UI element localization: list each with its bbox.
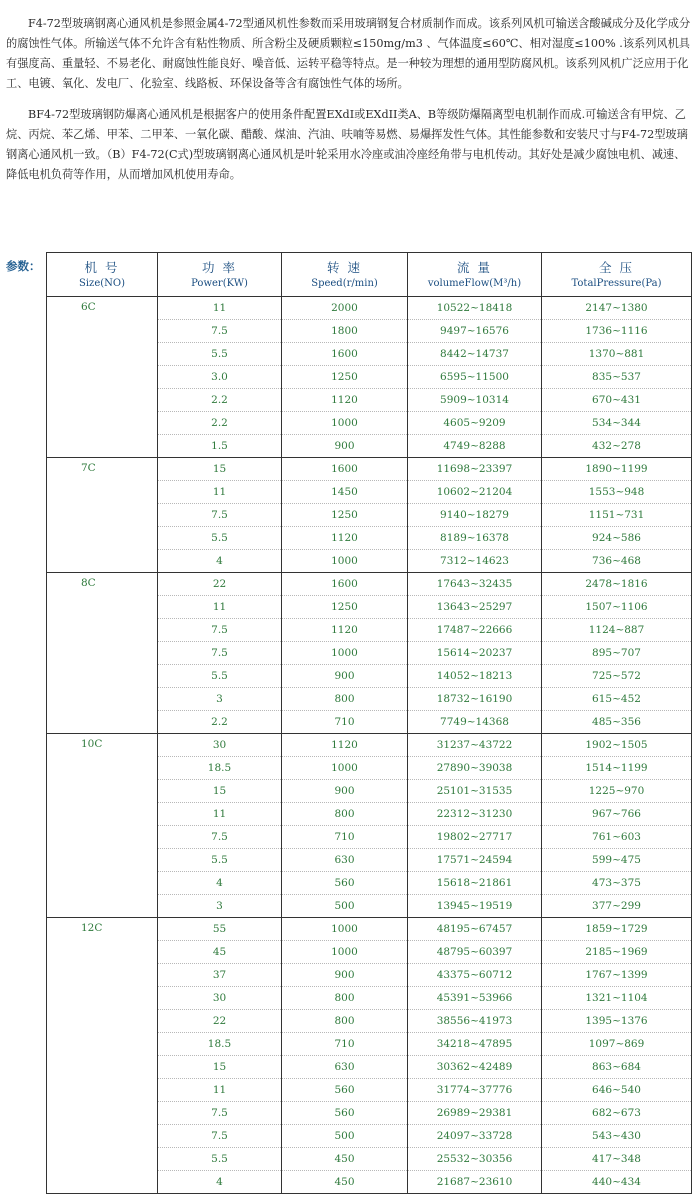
speed-cell: 800 <box>282 688 408 711</box>
power-cell: 4 <box>158 550 282 573</box>
pressure-cell: 1859~1729 <box>542 918 692 941</box>
pressure-cell: 1736~1116 <box>542 320 692 343</box>
speed-cell: 1120 <box>282 619 408 642</box>
pressure-cell: 725~572 <box>542 665 692 688</box>
power-cell: 7.5 <box>158 826 282 849</box>
flow-cell: 48795~60397 <box>408 941 542 964</box>
power-cell: 11 <box>158 803 282 826</box>
flow-cell: 24097~33728 <box>408 1125 542 1148</box>
size-cell: 8C <box>47 573 158 734</box>
header-size-en: Size(NO) <box>79 277 125 289</box>
size-cell: 7C <box>47 458 158 573</box>
flow-cell: 7312~14623 <box>408 550 542 573</box>
pressure-cell: 1507~1106 <box>542 596 692 619</box>
power-cell: 11 <box>158 481 282 504</box>
pressure-cell: 863~684 <box>542 1056 692 1079</box>
power-cell: 5.5 <box>158 527 282 550</box>
table-row <box>47 918 692 941</box>
speed-cell: 1120 <box>282 389 408 412</box>
pressure-cell: 2147~1380 <box>542 297 692 320</box>
header-flow <box>408 253 542 297</box>
flow-cell: 15614~20237 <box>408 642 542 665</box>
speed-cell: 900 <box>282 780 408 803</box>
speed-cell: 900 <box>282 665 408 688</box>
flow-cell: 13945~19519 <box>408 895 542 918</box>
table-row <box>47 458 692 481</box>
flow-cell: 27890~39038 <box>408 757 542 780</box>
pressure-cell: 615~452 <box>542 688 692 711</box>
pressure-cell: 670~431 <box>542 389 692 412</box>
speed-cell: 1120 <box>282 527 408 550</box>
power-cell: 7.5 <box>158 1125 282 1148</box>
speed-cell: 500 <box>282 1125 408 1148</box>
pressure-cell: 1767~1399 <box>542 964 692 987</box>
pressure-cell: 534~344 <box>542 412 692 435</box>
flow-cell: 25532~30356 <box>408 1148 542 1171</box>
size-cell: 10C <box>47 734 158 918</box>
power-cell: 5.5 <box>158 343 282 366</box>
speed-cell: 500 <box>282 895 408 918</box>
power-cell: 55 <box>158 918 282 941</box>
params-label: 参数： <box>6 259 41 273</box>
pressure-cell: 485~356 <box>542 711 692 734</box>
header-pressure-cn: 全 压 <box>599 259 634 275</box>
speed-cell: 1250 <box>282 366 408 389</box>
header-size <box>47 253 158 297</box>
pressure-cell: 924~586 <box>542 527 692 550</box>
flow-cell: 9497~16576 <box>408 320 542 343</box>
speed-cell: 1000 <box>282 918 408 941</box>
pressure-cell: 736~468 <box>542 550 692 573</box>
flow-cell: 22312~31230 <box>408 803 542 826</box>
power-cell: 3.0 <box>158 366 282 389</box>
pressure-cell: 1124~887 <box>542 619 692 642</box>
flow-cell: 38556~41973 <box>408 1010 542 1033</box>
flow-cell: 8442~14737 <box>408 343 542 366</box>
speed-cell: 630 <box>282 849 408 872</box>
power-cell: 4 <box>158 1171 282 1194</box>
flow-cell: 17487~22666 <box>408 619 542 642</box>
flow-cell: 14052~18213 <box>408 665 542 688</box>
header-flow-cn: 流 量 <box>457 259 492 275</box>
flow-cell: 43375~60712 <box>408 964 542 987</box>
pressure-cell: 432~278 <box>542 435 692 458</box>
table-row <box>47 297 692 320</box>
flow-cell: 48195~67457 <box>408 918 542 941</box>
pressure-cell: 895~707 <box>542 642 692 665</box>
flow-cell: 17571~24594 <box>408 849 542 872</box>
pressure-cell: 599~475 <box>542 849 692 872</box>
flow-cell: 26989~29381 <box>408 1102 542 1125</box>
header-flow-en: volumeFlow(M³/h) <box>427 277 522 289</box>
intro-paragraph-1: F4-72型玻璃钢离心通风机是参照金属4-72型通风机性参数而采用玻璃钢复合材质制作而成。该系列风机可输送含酸碱成分及化学成分的腐蚀性气体。所输送气体不允许含有粘性物质、所含粉尘及硬质颗粒≤150mg/m3 、气体温度≤60℃、相对湿度≤100% .该系列风机具有强度高、重量轻、不易老化、耐腐蚀性能良好、噪音低、运转平稳等特点。是一种较为理想的通用型防腐风机。该系列风机广泛应用于化工、电镀、氧化、发电厂、化验室、线路板、环保设备等含有腐蚀性气体的场所。 <box>6 17 691 90</box>
pressure-cell: 1321~1104 <box>542 987 692 1010</box>
pressure-cell: 682~673 <box>542 1102 692 1125</box>
pressure-cell: 543~430 <box>542 1125 692 1148</box>
table-body <box>47 297 692 1194</box>
intro-text <box>6 14 696 196</box>
pressure-cell: 440~434 <box>542 1171 692 1194</box>
speed-cell: 710 <box>282 1033 408 1056</box>
flow-cell: 4605~9209 <box>408 412 542 435</box>
intro-paragraph-2: BF4-72型玻璃钢防爆离心通风机是根据客户的使用条件配置EXdI或EXdII类A、B等级防爆隔离型电机制作而成.可输送含有甲烷、乙烷、丙烷、苯乙烯、甲苯、二甲苯、一氧化碳、醋酸、煤油、汽油、呋喃等易燃、易爆挥发性气体。其性能参数和安装尺寸与F4-72型玻璃钢离心通风机一致。（B）F4-72(C式)型玻璃钢离心通风机是叶轮采用水冷座或油冷座经角带与电机传动。其好处是减少腐蚀电机、减速、降低电机负荷等作用，从而增加风机使用寿命。 <box>6 108 688 181</box>
header-size-cn: 机 号 <box>84 259 120 275</box>
size-cell: 12C <box>47 918 158 1194</box>
speed-cell: 450 <box>282 1148 408 1171</box>
flow-cell: 9140~18279 <box>408 504 542 527</box>
power-cell: 15 <box>158 780 282 803</box>
flow-cell: 17643~32435 <box>408 573 542 596</box>
pressure-cell: 761~603 <box>542 826 692 849</box>
pressure-cell: 1151~731 <box>542 504 692 527</box>
speed-cell: 1000 <box>282 412 408 435</box>
power-cell: 2.2 <box>158 711 282 734</box>
speed-cell: 1600 <box>282 343 408 366</box>
power-cell: 37 <box>158 964 282 987</box>
power-cell: 18.5 <box>158 757 282 780</box>
pressure-cell: 1225~970 <box>542 780 692 803</box>
flow-cell: 21687~23610 <box>408 1171 542 1194</box>
speed-cell: 1450 <box>282 481 408 504</box>
speed-cell: 710 <box>282 826 408 849</box>
header-power-cn: 功 率 <box>202 259 237 275</box>
speed-cell: 1000 <box>282 642 408 665</box>
speed-cell: 1000 <box>282 550 408 573</box>
flow-cell: 4749~8288 <box>408 435 542 458</box>
pressure-cell: 1553~948 <box>542 481 692 504</box>
header-power <box>158 253 282 297</box>
flow-cell: 11698~23397 <box>408 458 542 481</box>
power-cell: 7.5 <box>158 642 282 665</box>
power-cell: 3 <box>158 688 282 711</box>
pressure-cell: 377~299 <box>542 895 692 918</box>
flow-cell: 15618~21861 <box>408 872 542 895</box>
flow-cell: 8189~16378 <box>408 527 542 550</box>
header-speed-en: Speed(r/min) <box>311 277 378 289</box>
speed-cell: 1120 <box>282 734 408 757</box>
flow-cell: 30362~42489 <box>408 1056 542 1079</box>
power-cell: 11 <box>158 1079 282 1102</box>
header-power-en: Power(KW) <box>191 277 248 289</box>
power-cell: 22 <box>158 573 282 596</box>
power-cell: 22 <box>158 1010 282 1033</box>
speed-cell: 560 <box>282 1102 408 1125</box>
flow-cell: 25101~31535 <box>408 780 542 803</box>
power-cell: 15 <box>158 1056 282 1079</box>
speed-cell: 1800 <box>282 320 408 343</box>
header-speed-cn: 转 速 <box>327 259 362 275</box>
power-cell: 7.5 <box>158 504 282 527</box>
size-cell: 6C <box>47 297 158 458</box>
speed-cell: 450 <box>282 1171 408 1194</box>
power-cell: 45 <box>158 941 282 964</box>
speed-cell: 800 <box>282 803 408 826</box>
speed-cell: 710 <box>282 711 408 734</box>
header-speed <box>282 253 408 297</box>
flow-cell: 10602~21204 <box>408 481 542 504</box>
power-cell: 7.5 <box>158 320 282 343</box>
flow-cell: 45391~53966 <box>408 987 542 1010</box>
speed-cell: 2000 <box>282 297 408 320</box>
flow-cell: 5909~10314 <box>408 389 542 412</box>
power-cell: 2.2 <box>158 412 282 435</box>
power-cell: 4 <box>158 872 282 895</box>
pressure-cell: 1370~881 <box>542 343 692 366</box>
fan-spec-table <box>46 252 692 1194</box>
pressure-cell: 646~540 <box>542 1079 692 1102</box>
power-cell: 18.5 <box>158 1033 282 1056</box>
flow-cell: 19802~27717 <box>408 826 542 849</box>
flow-cell: 34218~47895 <box>408 1033 542 1056</box>
power-cell: 5.5 <box>158 665 282 688</box>
header-pressure-en: TotalPressure(Pa) <box>571 277 662 289</box>
flow-cell: 31237~43722 <box>408 734 542 757</box>
flow-cell: 6595~11500 <box>408 366 542 389</box>
pressure-cell: 1395~1376 <box>542 1010 692 1033</box>
pressure-cell: 1097~869 <box>542 1033 692 1056</box>
speed-cell: 800 <box>282 1010 408 1033</box>
flow-cell: 31774~37776 <box>408 1079 542 1102</box>
header-pressure <box>542 253 692 297</box>
power-cell: 15 <box>158 458 282 481</box>
power-cell: 3 <box>158 895 282 918</box>
speed-cell: 560 <box>282 1079 408 1102</box>
table-row <box>47 573 692 596</box>
speed-cell: 560 <box>282 872 408 895</box>
speed-cell: 1000 <box>282 757 408 780</box>
power-cell: 11 <box>158 596 282 619</box>
speed-cell: 1000 <box>282 941 408 964</box>
speed-cell: 900 <box>282 435 408 458</box>
speed-cell: 1250 <box>282 596 408 619</box>
power-cell: 7.5 <box>158 1102 282 1125</box>
table-header-row <box>47 253 692 297</box>
power-cell: 5.5 <box>158 849 282 872</box>
speed-cell: 800 <box>282 987 408 1010</box>
table-row <box>47 734 692 757</box>
power-cell: 30 <box>158 734 282 757</box>
flow-cell: 18732~16190 <box>408 688 542 711</box>
power-cell: 7.5 <box>158 619 282 642</box>
pressure-cell: 1902~1505 <box>542 734 692 757</box>
pressure-cell: 2185~1969 <box>542 941 692 964</box>
flow-cell: 7749~14368 <box>408 711 542 734</box>
pressure-cell: 417~348 <box>542 1148 692 1171</box>
speed-cell: 630 <box>282 1056 408 1079</box>
power-cell: 1.5 <box>158 435 282 458</box>
power-cell: 2.2 <box>158 389 282 412</box>
speed-cell: 900 <box>282 964 408 987</box>
power-cell: 30 <box>158 987 282 1010</box>
pressure-cell: 835~537 <box>542 366 692 389</box>
speed-cell: 1600 <box>282 458 408 481</box>
speed-cell: 1250 <box>282 504 408 527</box>
speed-cell: 1600 <box>282 573 408 596</box>
power-cell: 11 <box>158 297 282 320</box>
flow-cell: 10522~18418 <box>408 297 542 320</box>
flow-cell: 13643~25297 <box>408 596 542 619</box>
pressure-cell: 1514~1199 <box>542 757 692 780</box>
power-cell: 5.5 <box>158 1148 282 1171</box>
pressure-cell: 473~375 <box>542 872 692 895</box>
pressure-cell: 967~766 <box>542 803 692 826</box>
pressure-cell: 1890~1199 <box>542 458 692 481</box>
pressure-cell: 2478~1816 <box>542 573 692 596</box>
